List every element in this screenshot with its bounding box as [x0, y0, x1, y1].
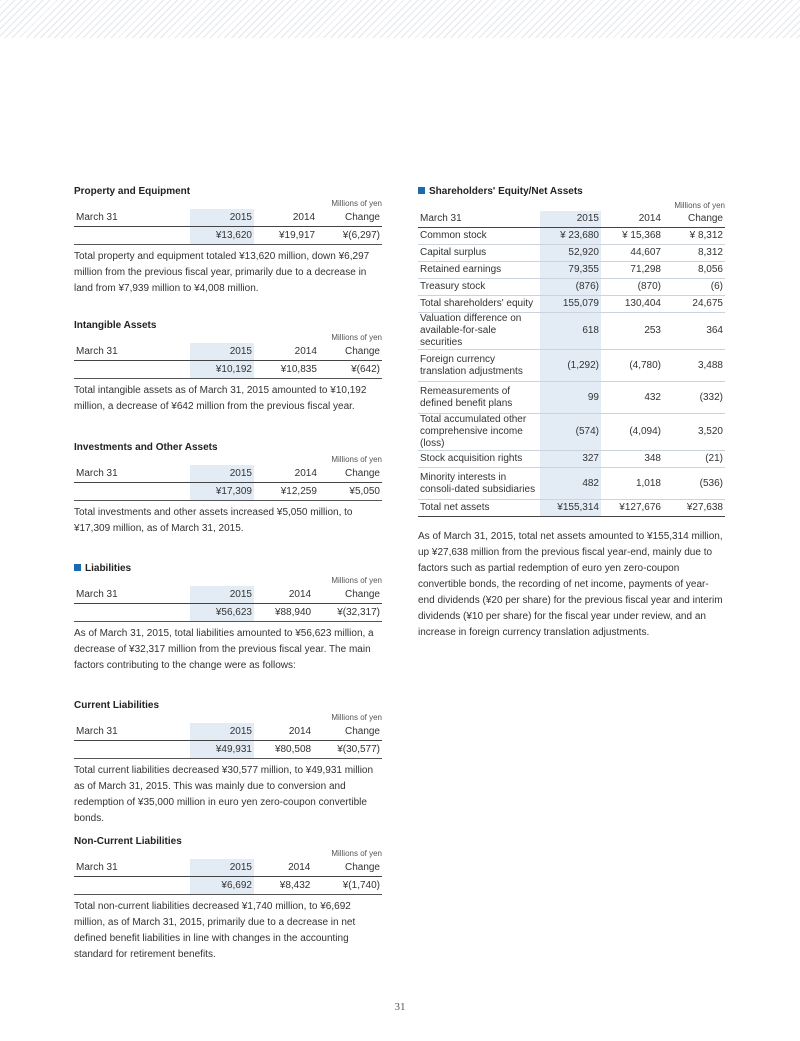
value-cell: ¥13,620: [190, 227, 254, 245]
value-change: 364: [663, 313, 725, 350]
value-2015: 482: [540, 468, 601, 500]
row-label: Foreign currency translation adjustments: [418, 350, 540, 382]
header-cell: 2014: [254, 209, 317, 227]
value-change: (332): [663, 382, 725, 414]
equity-table: [418, 211, 725, 517]
header-cell: 2014: [601, 211, 663, 228]
value-cell: ¥(1,740): [312, 877, 382, 895]
section-body-text: Total intangible assets as of March 31, 2015 amounted to ¥10,192 million, a decrease of ¥642 million from the previous fiscal year.: [74, 385, 367, 412]
unit-label: Millions of yen: [331, 576, 382, 585]
section-title-text: Liabilities: [85, 563, 132, 574]
value-cell: ¥8,432: [254, 877, 312, 895]
value-2015: 99: [540, 382, 601, 414]
summary-table: [74, 723, 382, 759]
value-2014: ¥127,676: [601, 500, 663, 517]
table-row: [418, 245, 725, 262]
table-row: [418, 468, 725, 500]
header-cell: 2015: [190, 465, 254, 483]
section-body-text: As of March 31, 2015, total liabilities amounted to ¥56,623 million, a decrease of ¥32,317 million from the previous fiscal year. The main factors contributing to the change were as follows:: [74, 628, 374, 671]
header-cell: 2014: [254, 723, 313, 741]
row-label: Total shareholders' equity: [418, 296, 540, 313]
section-title: Property and Equipment: [74, 186, 191, 197]
value-cell: ¥17,309: [190, 483, 254, 501]
header-cell: Change: [663, 211, 725, 228]
row-label: Treasury stock: [418, 279, 540, 296]
row-label: Total net assets: [418, 500, 540, 517]
value-2015: ¥ 23,680: [540, 228, 601, 245]
value-cell: ¥6,692: [190, 877, 254, 895]
value-2014: ¥ 15,368: [601, 228, 663, 245]
row-label: Remeasurements of defined benefit plans: [418, 382, 540, 414]
table-row: [418, 296, 725, 313]
row-label: Minority interests in consoli-dated subsidiaries: [418, 468, 540, 500]
table-row: [418, 279, 725, 296]
value-2015: 618: [540, 313, 601, 350]
row-label: Total accumulated other comprehensive income (loss): [418, 414, 540, 451]
header-cell: 2015: [190, 343, 254, 361]
value-cell: [74, 227, 190, 245]
decorative-header-band: [0, 0, 800, 38]
value-2014: (4,094): [601, 414, 663, 451]
section-shareholders-equity: [418, 185, 725, 641]
value-cell: ¥10,192: [190, 361, 254, 379]
value-cell: ¥80,508: [254, 741, 313, 759]
value-2015: 79,355: [540, 262, 601, 279]
summary-table: [74, 859, 382, 895]
value-2014: 432: [601, 382, 663, 414]
value-2015: 327: [540, 451, 601, 468]
header-cell: March 31: [74, 343, 190, 361]
value-2014: 44,607: [601, 245, 663, 262]
value-2014: (4,780): [601, 350, 663, 382]
table-row: [418, 500, 725, 517]
section-investments-other-assets: [74, 441, 382, 537]
section-body-text: Total property and equipment totaled ¥13,620 million, down ¥6,297 million from the previous fiscal year, primarily due to a decrease in land from ¥7,939 million to ¥4,008 million.: [74, 251, 370, 294]
section-title: Investments and Other Assets: [74, 442, 218, 453]
summary-table: [74, 465, 382, 501]
value-cell: [74, 741, 190, 759]
header-cell: 2014: [254, 465, 319, 483]
value-cell: ¥10,835: [254, 361, 319, 379]
value-2015: (574): [540, 414, 601, 451]
section-body-text: Total non-current liabilities decreased ¥1,740 million, to ¥6,692 million, as of March 31, 2015, primarily due to a decrease in net defined benefit liabilities in line with changes in the accounting standard for retirement benefits.: [74, 901, 356, 960]
header-cell: 2014: [254, 586, 313, 604]
section-non-current-liabilities: [74, 835, 382, 963]
value-2014: 348: [601, 451, 663, 468]
value-cell: ¥5,050: [319, 483, 382, 501]
section-current-liabilities: [74, 699, 382, 827]
unit-label: Millions of yen: [331, 199, 382, 208]
value-change: 8,312: [663, 245, 725, 262]
summary-table: [74, 343, 382, 379]
value-cell: [74, 483, 190, 501]
header-cell: Change: [312, 859, 382, 877]
value-2015: 52,920: [540, 245, 601, 262]
value-2014: (870): [601, 279, 663, 296]
row-label: Valuation difference on available-for-sale securities: [418, 313, 540, 350]
value-change: 3,520: [663, 414, 725, 451]
section-body-text: Total current liabilities decreased ¥30,577 million, to ¥49,931 million as of March 31, 2015. This was mainly due to conversion and redemption of ¥35,000 million in euro yen zero-coupon convertible bonds.: [74, 765, 374, 824]
value-change: ¥ 8,312: [663, 228, 725, 245]
row-label: Capital surplus: [418, 245, 540, 262]
header-cell: March 31: [74, 859, 190, 877]
row-label: Retained earnings: [418, 262, 540, 279]
value-cell: ¥(642): [319, 361, 382, 379]
value-cell: [74, 877, 190, 895]
row-label: Common stock: [418, 228, 540, 245]
value-2014: 253: [601, 313, 663, 350]
section-title: [74, 562, 382, 575]
section-body-text: Total investments and other assets increased ¥5,050 million, to ¥17,309 million, as of March 31, 2015.: [74, 507, 353, 534]
value-cell: ¥12,259: [254, 483, 319, 501]
section-property-equipment: [74, 185, 382, 297]
value-change: 24,675: [663, 296, 725, 313]
value-cell: ¥(6,297): [317, 227, 382, 245]
value-change: 3,488: [663, 350, 725, 382]
square-bullet-icon: [74, 564, 81, 571]
value-change: (536): [663, 468, 725, 500]
value-2015: 155,079: [540, 296, 601, 313]
square-bullet-icon: [418, 187, 425, 194]
header-cell: Change: [317, 209, 382, 227]
value-2014: 71,298: [601, 262, 663, 279]
header-cell: Change: [319, 465, 382, 483]
summary-table: [74, 586, 382, 622]
section-title: Current Liabilities: [74, 700, 160, 711]
section-title: Intangible Assets: [74, 320, 157, 331]
section-body-text: As of March 31, 2015, total net assets amounted to ¥155,314 million, up ¥27,638 million from the previous fiscal year-end, mainly due to factors such as partial redemption of euro yen zero-coupon convertible bonds, the recording of net income, payments of year-end dividends (¥20 per share) for the previous fiscal year and interim dividends (¥10 per share) for the fiscal year under review, and an increase in foreign currency translation adjustments.: [418, 531, 723, 638]
value-2015: ¥155,314: [540, 500, 601, 517]
section-title-text: Shareholders' Equity/Net Assets: [429, 186, 583, 197]
table-row: [418, 451, 725, 468]
header-cell: March 31: [74, 465, 190, 483]
value-change: ¥27,638: [663, 500, 725, 517]
summary-table: [74, 209, 382, 245]
value-cell: ¥(30,577): [313, 741, 382, 759]
unit-label: Millions of yen: [331, 713, 382, 722]
header-cell: March 31: [418, 211, 540, 228]
section-liabilities: [74, 562, 382, 674]
section-title: [418, 185, 725, 198]
unit-label: Millions of yen: [331, 849, 382, 858]
value-change: (21): [663, 451, 725, 468]
header-cell: 2015: [190, 723, 254, 741]
value-2014: 1,018: [601, 468, 663, 500]
section-title: Non-Current Liabilities: [74, 836, 182, 847]
value-cell: ¥19,917: [254, 227, 317, 245]
value-2015: (1,292): [540, 350, 601, 382]
table-row: [418, 382, 725, 414]
table-row: [418, 350, 725, 382]
value-2015: (876): [540, 279, 601, 296]
header-cell: 2015: [190, 859, 254, 877]
value-cell: ¥88,940: [254, 604, 313, 622]
value-change: 8,056: [663, 262, 725, 279]
unit-label: Millions of yen: [331, 333, 382, 342]
table-row: [418, 262, 725, 279]
header-cell: 2015: [190, 209, 254, 227]
value-2014: 130,404: [601, 296, 663, 313]
value-cell: [74, 361, 190, 379]
header-cell: 2014: [254, 859, 312, 877]
header-cell: Change: [313, 723, 382, 741]
unit-label: Millions of yen: [331, 455, 382, 464]
header-cell: Change: [313, 586, 382, 604]
value-cell: ¥49,931: [190, 741, 254, 759]
table-row: [418, 313, 725, 350]
table-row: [418, 414, 725, 451]
table-row: [418, 228, 725, 245]
row-label: Stock acquisition rights: [418, 451, 540, 468]
header-cell: March 31: [74, 723, 190, 741]
value-change: (6): [663, 279, 725, 296]
header-cell: 2015: [540, 211, 601, 228]
header-cell: March 31: [74, 586, 190, 604]
unit-label: Millions of yen: [674, 201, 725, 210]
value-cell: ¥56,623: [190, 604, 254, 622]
value-cell: ¥(32,317): [313, 604, 382, 622]
header-cell: 2014: [254, 343, 319, 361]
header-cell: March 31: [74, 209, 190, 227]
section-intangible-assets: [74, 319, 382, 415]
value-cell: [74, 604, 190, 622]
header-cell: Change: [319, 343, 382, 361]
page-number: 31: [394, 1001, 406, 1013]
header-cell: 2015: [190, 586, 254, 604]
